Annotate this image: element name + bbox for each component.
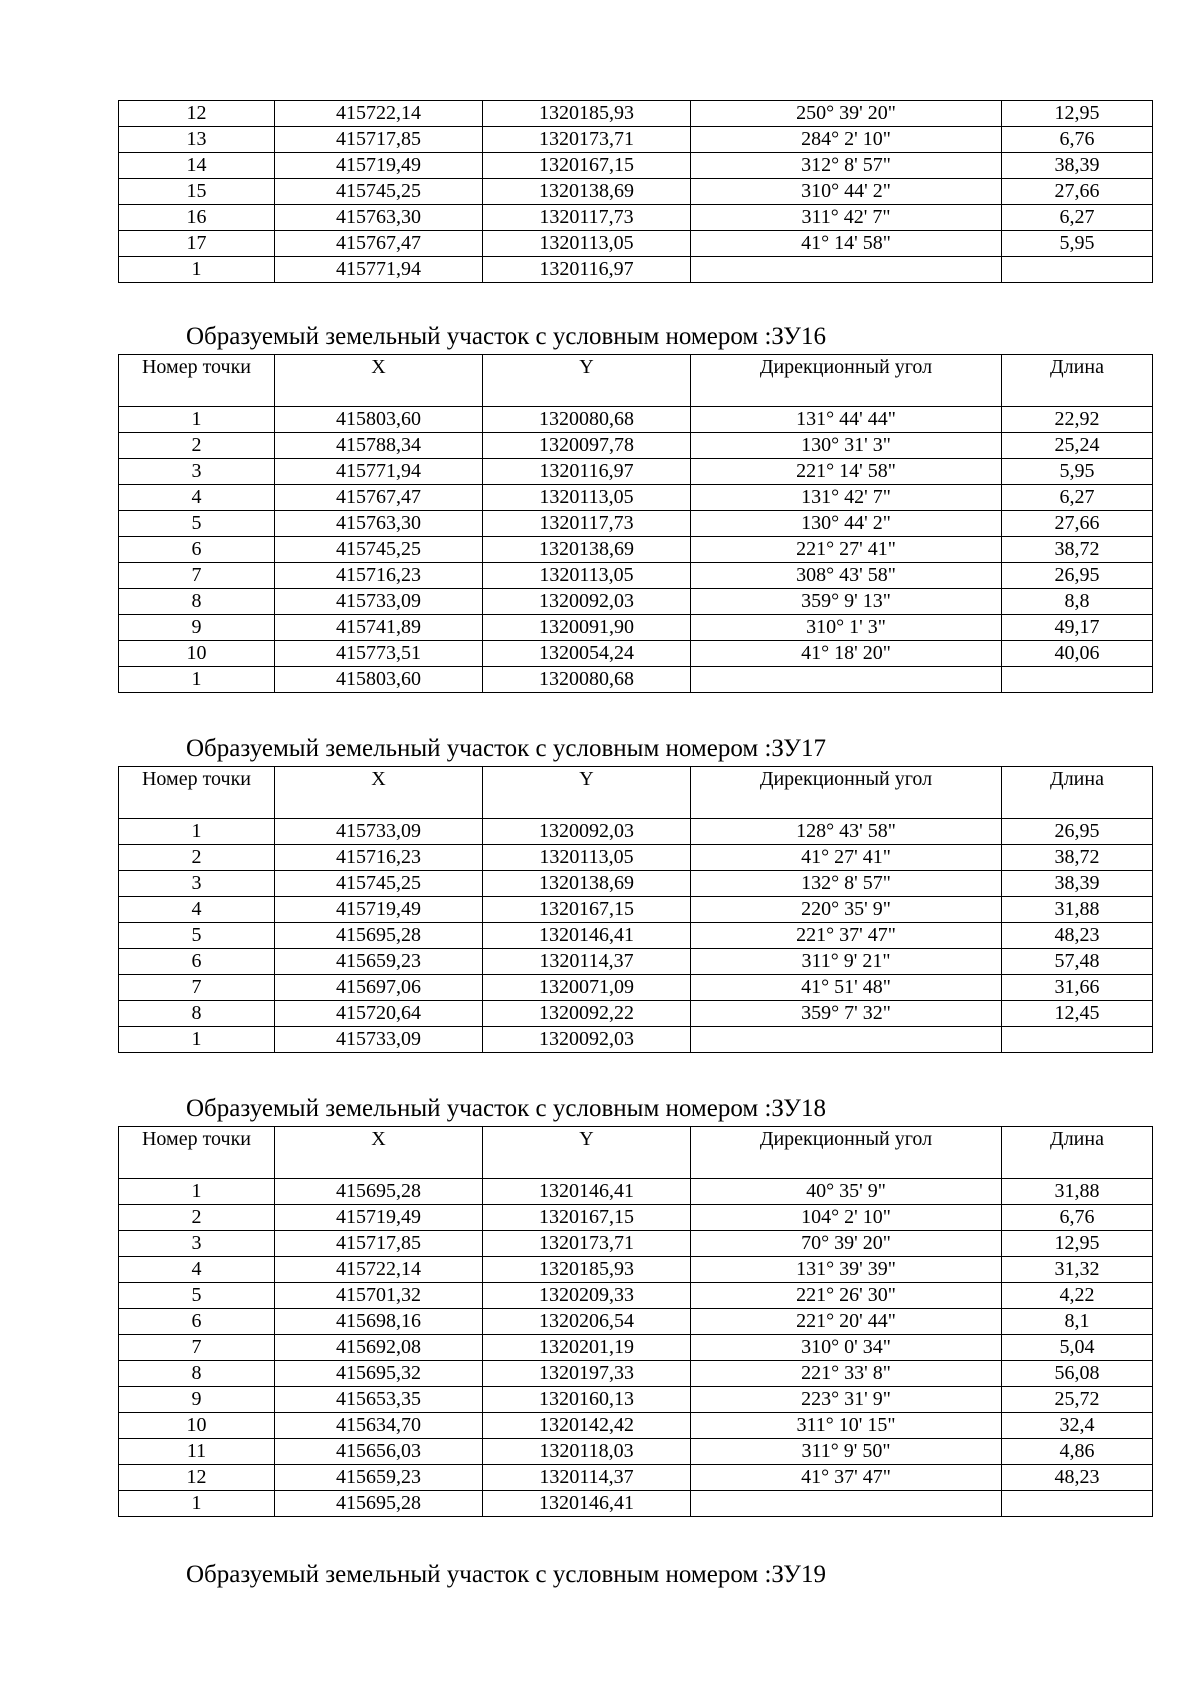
bearing-angle-cell: 130° 31' 3" (691, 433, 1002, 459)
bearing-angle-cell: 311° 42' 7" (691, 205, 1002, 231)
x-coordinate-cell: 415692,08 (275, 1335, 483, 1361)
bearing-angle-cell: 131° 44' 44" (691, 407, 1002, 433)
segment-length-cell: 5,04 (1002, 1335, 1153, 1361)
x-coordinate-cell: 415698,16 (275, 1309, 483, 1335)
bearing-angle-cell: 221° 26' 30" (691, 1283, 1002, 1309)
x-coordinate-cell: 415803,60 (275, 667, 483, 693)
segment-length-cell: 40,06 (1002, 641, 1153, 667)
y-coordinate-cell: 1320113,05 (483, 845, 691, 871)
table-row (119, 563, 1153, 589)
x-coordinate-cell: 415803,60 (275, 407, 483, 433)
point-number-cell: 9 (119, 615, 275, 641)
section-caption-zu17: Образуемый земельный участок с условным номером :ЗУ17 (186, 735, 826, 762)
x-coordinate-cell: 415771,94 (275, 257, 483, 283)
table-row (119, 231, 1153, 257)
x-coordinate-cell: 415771,94 (275, 459, 483, 485)
bearing-angle-cell: 131° 42' 7" (691, 485, 1002, 511)
segment-length-cell: 5,95 (1002, 459, 1153, 485)
bearing-angle-cell: 311° 9' 21" (691, 949, 1002, 975)
bearing-angle-cell: 132° 8' 57" (691, 871, 1002, 897)
table-row (119, 1413, 1153, 1439)
header-y-coordinate: Y (483, 767, 691, 819)
bearing-angle-cell: 221° 14' 58" (691, 459, 1002, 485)
bearing-angle-cell: 310° 0' 34" (691, 1335, 1002, 1361)
bearing-angle-cell: 70° 39' 20" (691, 1231, 1002, 1257)
y-coordinate-cell: 1320092,03 (483, 819, 691, 845)
table-row (119, 459, 1153, 485)
x-coordinate-cell: 415719,49 (275, 897, 483, 923)
point-number-cell: 2 (119, 433, 275, 459)
x-coordinate-cell: 415701,32 (275, 1283, 483, 1309)
y-coordinate-cell: 1320201,19 (483, 1335, 691, 1361)
header-y-coordinate: Y (483, 355, 691, 407)
bearing-angle-cell: 41° 37' 47" (691, 1465, 1002, 1491)
table-row (119, 1179, 1153, 1205)
header-point-number: Номер точки (119, 1127, 275, 1179)
y-coordinate-cell: 1320209,33 (483, 1283, 691, 1309)
table-row (119, 641, 1153, 667)
header-segment-length: Длина (1002, 355, 1153, 407)
point-number-cell: 4 (119, 897, 275, 923)
x-coordinate-cell: 415659,23 (275, 949, 483, 975)
table-row (119, 257, 1153, 283)
segment-length-cell: 27,66 (1002, 179, 1153, 205)
table-row (119, 1439, 1153, 1465)
x-coordinate-cell: 415722,14 (275, 1257, 483, 1283)
y-coordinate-cell: 1320118,03 (483, 1439, 691, 1465)
table-row (119, 1309, 1153, 1335)
y-coordinate-cell: 1320113,05 (483, 485, 691, 511)
segment-length-cell (1002, 667, 1153, 693)
header-point-number: Номер точки (119, 355, 275, 407)
table-row (119, 1027, 1153, 1053)
table-row (119, 1361, 1153, 1387)
point-number-cell: 7 (119, 563, 275, 589)
point-number-cell: 2 (119, 845, 275, 871)
table-row (119, 205, 1153, 231)
point-number-cell: 3 (119, 871, 275, 897)
header-x-coordinate: X (275, 767, 483, 819)
point-number-cell: 7 (119, 1335, 275, 1361)
y-coordinate-cell: 1320138,69 (483, 179, 691, 205)
point-number-cell: 1 (119, 257, 275, 283)
bearing-angle-cell: 41° 51' 48" (691, 975, 1002, 1001)
x-coordinate-cell: 415733,09 (275, 1027, 483, 1053)
y-coordinate-cell: 1320080,68 (483, 667, 691, 693)
segment-length-cell: 56,08 (1002, 1361, 1153, 1387)
bearing-angle-cell: 220° 35' 9" (691, 897, 1002, 923)
header-segment-length: Длина (1002, 767, 1153, 819)
header-bearing-angle: Дирекционный угол (691, 767, 1002, 819)
bearing-angle-cell: 41° 18' 20" (691, 641, 1002, 667)
bearing-angle-cell: 311° 9' 50" (691, 1439, 1002, 1465)
x-coordinate-cell: 415716,23 (275, 563, 483, 589)
table-row (119, 1231, 1153, 1257)
point-number-cell: 5 (119, 511, 275, 537)
segment-length-cell: 26,95 (1002, 563, 1153, 589)
bearing-angle-cell: 221° 37' 47" (691, 923, 1002, 949)
point-number-cell: 1 (119, 1491, 275, 1517)
x-coordinate-cell: 415767,47 (275, 231, 483, 257)
point-number-cell: 4 (119, 485, 275, 511)
header-segment-length: Длина (1002, 1127, 1153, 1179)
y-coordinate-cell: 1320160,13 (483, 1387, 691, 1413)
header-bearing-angle: Дирекционный угол (691, 1127, 1002, 1179)
table-row (119, 1465, 1153, 1491)
header-x-coordinate: X (275, 355, 483, 407)
y-coordinate-cell: 1320206,54 (483, 1309, 691, 1335)
x-coordinate-cell: 415788,34 (275, 433, 483, 459)
segment-length-cell: 8,8 (1002, 589, 1153, 615)
point-number-cell: 8 (119, 589, 275, 615)
y-coordinate-cell: 1320185,93 (483, 1257, 691, 1283)
point-number-cell: 1 (119, 667, 275, 693)
coordinates-table-zu16 (118, 354, 1153, 693)
x-coordinate-cell: 415634,70 (275, 1413, 483, 1439)
segment-length-cell: 6,27 (1002, 485, 1153, 511)
table-row (119, 589, 1153, 615)
table-row (119, 537, 1153, 563)
y-coordinate-cell: 1320113,05 (483, 563, 691, 589)
segment-length-cell: 25,24 (1002, 433, 1153, 459)
point-number-cell: 3 (119, 1231, 275, 1257)
table-row (119, 897, 1153, 923)
bearing-angle-cell (691, 667, 1002, 693)
table-row (119, 845, 1153, 871)
x-coordinate-cell: 415763,30 (275, 205, 483, 231)
y-coordinate-cell: 1320173,71 (483, 1231, 691, 1257)
x-coordinate-cell: 415733,09 (275, 819, 483, 845)
point-number-cell: 11 (119, 1439, 275, 1465)
y-coordinate-cell: 1320097,78 (483, 433, 691, 459)
bearing-angle-cell: 130° 44' 2" (691, 511, 1002, 537)
y-coordinate-cell: 1320167,15 (483, 897, 691, 923)
point-number-cell: 6 (119, 1309, 275, 1335)
x-coordinate-cell: 415773,51 (275, 641, 483, 667)
segment-length-cell: 22,92 (1002, 407, 1153, 433)
bearing-angle-cell: 223° 31' 9" (691, 1387, 1002, 1413)
point-number-cell: 10 (119, 641, 275, 667)
x-coordinate-cell: 415695,32 (275, 1361, 483, 1387)
x-coordinate-cell: 415695,28 (275, 923, 483, 949)
point-number-cell: 8 (119, 1001, 275, 1027)
table-row (119, 975, 1153, 1001)
segment-length-cell: 6,76 (1002, 127, 1153, 153)
segment-length-cell: 38,72 (1002, 537, 1153, 563)
segment-length-cell: 48,23 (1002, 1465, 1153, 1491)
y-coordinate-cell: 1320117,73 (483, 511, 691, 537)
table-row (119, 485, 1153, 511)
x-coordinate-cell: 415763,30 (275, 511, 483, 537)
x-coordinate-cell: 415741,89 (275, 615, 483, 641)
coordinates-table-zu17 (118, 766, 1153, 1053)
point-number-cell: 13 (119, 127, 275, 153)
bearing-angle-cell: 359° 7' 32" (691, 1001, 1002, 1027)
segment-length-cell: 31,88 (1002, 1179, 1153, 1205)
x-coordinate-cell: 415717,85 (275, 1231, 483, 1257)
table-header-row (119, 355, 1153, 407)
x-coordinate-cell: 415745,25 (275, 537, 483, 563)
segment-length-cell: 12,45 (1002, 1001, 1153, 1027)
segment-length-cell (1002, 1027, 1153, 1053)
y-coordinate-cell: 1320092,22 (483, 1001, 691, 1027)
bearing-angle-cell: 310° 44' 2" (691, 179, 1002, 205)
y-coordinate-cell: 1320138,69 (483, 871, 691, 897)
segment-length-cell: 31,88 (1002, 897, 1153, 923)
point-number-cell: 7 (119, 975, 275, 1001)
x-coordinate-cell: 415745,25 (275, 179, 483, 205)
segment-length-cell: 12,95 (1002, 1231, 1153, 1257)
header-x-coordinate: X (275, 1127, 483, 1179)
y-coordinate-cell: 1320117,73 (483, 205, 691, 231)
y-coordinate-cell: 1320114,37 (483, 1465, 691, 1491)
header-y-coordinate: Y (483, 1127, 691, 1179)
section-caption-zu16: Образуемый земельный участок с условным номером :ЗУ16 (186, 323, 826, 350)
bearing-angle-cell (691, 1491, 1002, 1517)
segment-length-cell: 57,48 (1002, 949, 1153, 975)
header-bearing-angle: Дирекционный угол (691, 355, 1002, 407)
y-coordinate-cell: 1320167,15 (483, 153, 691, 179)
segment-length-cell: 4,22 (1002, 1283, 1153, 1309)
point-number-cell: 5 (119, 923, 275, 949)
segment-length-cell: 5,95 (1002, 231, 1153, 257)
table-row (119, 1387, 1153, 1413)
table-row (119, 433, 1153, 459)
segment-length-cell: 38,39 (1002, 871, 1153, 897)
x-coordinate-cell: 415720,64 (275, 1001, 483, 1027)
y-coordinate-cell: 1320114,37 (483, 949, 691, 975)
table-row (119, 1001, 1153, 1027)
x-coordinate-cell: 415653,35 (275, 1387, 483, 1413)
segment-length-cell: 31,66 (1002, 975, 1153, 1001)
bearing-angle-cell: 359° 9' 13" (691, 589, 1002, 615)
x-coordinate-cell: 415695,28 (275, 1491, 483, 1517)
bearing-angle-cell: 250° 39' 20" (691, 101, 1002, 127)
coordinates-table-zu18 (118, 1126, 1153, 1517)
segment-length-cell: 26,95 (1002, 819, 1153, 845)
point-number-cell: 5 (119, 1283, 275, 1309)
segment-length-cell: 12,95 (1002, 101, 1153, 127)
y-coordinate-cell: 1320173,71 (483, 127, 691, 153)
y-coordinate-cell: 1320138,69 (483, 537, 691, 563)
segment-length-cell: 49,17 (1002, 615, 1153, 641)
segment-length-cell: 38,72 (1002, 845, 1153, 871)
y-coordinate-cell: 1320071,09 (483, 975, 691, 1001)
point-number-cell: 16 (119, 205, 275, 231)
bearing-angle-cell: 308° 43' 58" (691, 563, 1002, 589)
segment-length-cell: 31,32 (1002, 1257, 1153, 1283)
table-row (119, 667, 1153, 693)
segment-length-cell: 6,76 (1002, 1205, 1153, 1231)
point-number-cell: 2 (119, 1205, 275, 1231)
y-coordinate-cell: 1320167,15 (483, 1205, 691, 1231)
x-coordinate-cell: 415722,14 (275, 101, 483, 127)
bearing-angle-cell: 131° 39' 39" (691, 1257, 1002, 1283)
y-coordinate-cell: 1320146,41 (483, 1179, 691, 1205)
bearing-angle-cell: 221° 33' 8" (691, 1361, 1002, 1387)
segment-length-cell: 32,4 (1002, 1413, 1153, 1439)
table-row (119, 1257, 1153, 1283)
section-caption-zu19: Образуемый земельный участок с условным номером :ЗУ19 (186, 1561, 826, 1588)
x-coordinate-cell: 415745,25 (275, 871, 483, 897)
x-coordinate-cell: 415767,47 (275, 485, 483, 511)
y-coordinate-cell: 1320080,68 (483, 407, 691, 433)
segment-length-cell: 25,72 (1002, 1387, 1153, 1413)
y-coordinate-cell: 1320092,03 (483, 1027, 691, 1053)
point-number-cell: 6 (119, 537, 275, 563)
y-coordinate-cell: 1320185,93 (483, 101, 691, 127)
table-header-row (119, 1127, 1153, 1179)
point-number-cell: 4 (119, 1257, 275, 1283)
bearing-angle-cell (691, 1027, 1002, 1053)
table-row (119, 511, 1153, 537)
y-coordinate-cell: 1320116,97 (483, 257, 691, 283)
x-coordinate-cell: 415719,49 (275, 1205, 483, 1231)
coordinates-table-continued (118, 100, 1153, 283)
y-coordinate-cell: 1320091,90 (483, 615, 691, 641)
table-row (119, 127, 1153, 153)
bearing-angle-cell: 41° 27' 41" (691, 845, 1002, 871)
y-coordinate-cell: 1320146,41 (483, 1491, 691, 1517)
table-row (119, 407, 1153, 433)
segment-length-cell: 27,66 (1002, 511, 1153, 537)
point-number-cell: 14 (119, 153, 275, 179)
point-number-cell: 8 (119, 1361, 275, 1387)
segment-length-cell (1002, 1491, 1153, 1517)
segment-length-cell (1002, 257, 1153, 283)
table-row (119, 179, 1153, 205)
table-row (119, 1283, 1153, 1309)
x-coordinate-cell: 415717,85 (275, 127, 483, 153)
table-row (119, 923, 1153, 949)
y-coordinate-cell: 1320092,03 (483, 589, 691, 615)
table-row (119, 615, 1153, 641)
bearing-angle-cell: 104° 2' 10" (691, 1205, 1002, 1231)
point-number-cell: 3 (119, 459, 275, 485)
bearing-angle-cell: 40° 35' 9" (691, 1179, 1002, 1205)
point-number-cell: 10 (119, 1413, 275, 1439)
bearing-angle-cell: 128° 43' 58" (691, 819, 1002, 845)
x-coordinate-cell: 415716,23 (275, 845, 483, 871)
y-coordinate-cell: 1320197,33 (483, 1361, 691, 1387)
point-number-cell: 1 (119, 407, 275, 433)
table-row (119, 1205, 1153, 1231)
bearing-angle-cell: 41° 14' 58" (691, 231, 1002, 257)
y-coordinate-cell: 1320113,05 (483, 231, 691, 257)
bearing-angle-cell: 284° 2' 10" (691, 127, 1002, 153)
point-number-cell: 17 (119, 231, 275, 257)
point-number-cell: 15 (119, 179, 275, 205)
y-coordinate-cell: 1320142,42 (483, 1413, 691, 1439)
table-header-row (119, 767, 1153, 819)
header-point-number: Номер точки (119, 767, 275, 819)
bearing-angle-cell (691, 257, 1002, 283)
x-coordinate-cell: 415733,09 (275, 589, 483, 615)
point-number-cell: 6 (119, 949, 275, 975)
table-row (119, 871, 1153, 897)
table-row (119, 1335, 1153, 1361)
segment-length-cell: 4,86 (1002, 1439, 1153, 1465)
bearing-angle-cell: 312° 8' 57" (691, 153, 1002, 179)
y-coordinate-cell: 1320146,41 (483, 923, 691, 949)
segment-length-cell: 8,1 (1002, 1309, 1153, 1335)
point-number-cell: 12 (119, 1465, 275, 1491)
x-coordinate-cell: 415659,23 (275, 1465, 483, 1491)
table-row (119, 1491, 1153, 1517)
x-coordinate-cell: 415719,49 (275, 153, 483, 179)
table-row (119, 949, 1153, 975)
point-number-cell: 12 (119, 101, 275, 127)
x-coordinate-cell: 415695,28 (275, 1179, 483, 1205)
table-row (119, 153, 1153, 179)
table-row (119, 101, 1153, 127)
section-caption-zu18: Образуемый земельный участок с условным номером :ЗУ18 (186, 1095, 826, 1122)
segment-length-cell: 38,39 (1002, 153, 1153, 179)
bearing-angle-cell: 221° 20' 44" (691, 1309, 1002, 1335)
bearing-angle-cell: 310° 1' 3" (691, 615, 1002, 641)
point-number-cell: 1 (119, 1179, 275, 1205)
point-number-cell: 1 (119, 819, 275, 845)
segment-length-cell: 6,27 (1002, 205, 1153, 231)
bearing-angle-cell: 221° 27' 41" (691, 537, 1002, 563)
point-number-cell: 9 (119, 1387, 275, 1413)
table-row (119, 819, 1153, 845)
x-coordinate-cell: 415656,03 (275, 1439, 483, 1465)
y-coordinate-cell: 1320116,97 (483, 459, 691, 485)
bearing-angle-cell: 311° 10' 15" (691, 1413, 1002, 1439)
segment-length-cell: 48,23 (1002, 923, 1153, 949)
point-number-cell: 1 (119, 1027, 275, 1053)
y-coordinate-cell: 1320054,24 (483, 641, 691, 667)
x-coordinate-cell: 415697,06 (275, 975, 483, 1001)
